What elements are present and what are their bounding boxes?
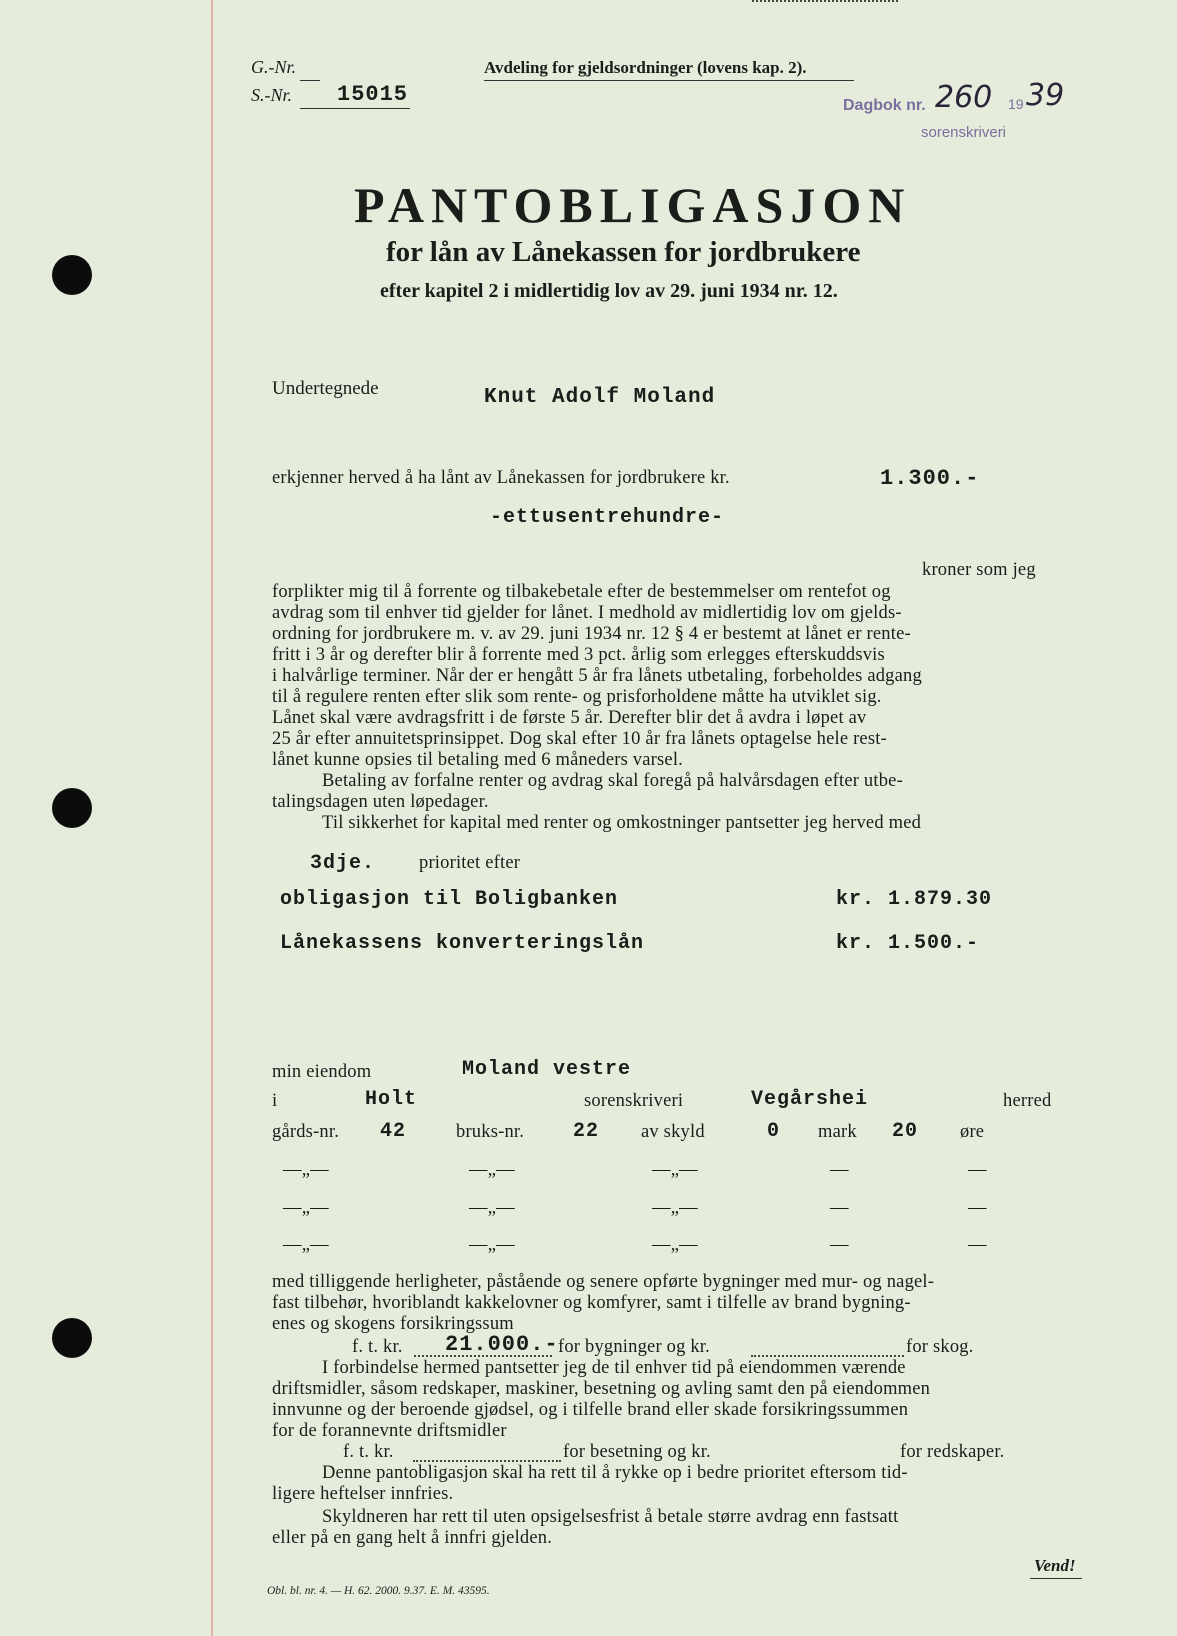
insurance2-ft-label: f. t. kr. [343, 1442, 394, 1462]
ditto-dash: — [968, 1198, 987, 1218]
priority-number: 3dje. [310, 852, 376, 875]
herred-label: herred [1003, 1091, 1052, 1111]
insurance-for-skog: for skog. [906, 1337, 974, 1357]
loan-amount-words: -ettusentrehundre- [490, 506, 725, 529]
insurance-forest-dotted [751, 1355, 904, 1357]
security-line: Til sikkerhet for kapital med renter og omkostninger pantsetter jeg herved med [322, 813, 922, 833]
vend-underline [1030, 1578, 1082, 1579]
final-line: eller på en gang helt å innfri gjelden. [272, 1528, 553, 1548]
skyld-label: av skyld [641, 1122, 705, 1142]
insurance2-besetning-dotted [413, 1460, 561, 1462]
g-nr-underline [300, 80, 320, 81]
property-name: Moland vestre [462, 1058, 632, 1081]
skyld-mark-value: 0 [767, 1120, 781, 1143]
vend-note: Vend! [1034, 1556, 1076, 1575]
gards-label: gårds-nr. [272, 1122, 340, 1142]
print-note: Obl. bl. nr. 4. — H. 62. 2000. 9.37. E. M. 43595. [267, 1585, 490, 1597]
closing-line: enes og skogens forsikringssum [272, 1314, 514, 1334]
priority-item-amount: kr. 1.879.30 [836, 888, 993, 911]
insurance2-redskaper-dotted [752, 0, 898, 2]
ditto-mark: —„— [469, 1235, 515, 1255]
property-label: min eiendom [272, 1062, 372, 1082]
terms-line: til å regulere renten efter slik som rente- og prisforholdene måtte ha utviklet sig. [272, 687, 882, 707]
margin-rule [211, 0, 213, 1636]
ditto-mark: —„— [283, 1198, 329, 1218]
priority-item-amount: kr. 1.500.- [836, 932, 980, 955]
terms-line: fritt i 3 år og derefter blir å forrente med 3 pct. årlig som erlegges efterskuddsvis [272, 645, 885, 665]
bruks-number: 22 [573, 1120, 600, 1143]
insurance-ft-label: f. t. kr. [352, 1337, 403, 1357]
property-i-label: i [272, 1091, 278, 1111]
terms-line: 25 år efter annuitetsprinsippet. Dog skal efter 10 år fra lånets optagelse hele rest- [272, 729, 887, 749]
document-title: PANTOBLIGASJON [354, 177, 912, 233]
document-subsubtitle: efter kapitel 2 i midlertidig lov av 29. juni 1934 nr. 12. [380, 280, 838, 302]
insurance-building-amount: 21.000.- [445, 1332, 559, 1357]
dagbok-number: 260 [935, 80, 993, 115]
ditto-mark: —„— [652, 1198, 698, 1218]
final-line: Denne pantobligasjon skal ha rett til å rykke op i bedre prioritet eftersom tid- [322, 1463, 908, 1483]
borrower-name: Knut Adolf Moland [484, 386, 716, 409]
ditto-dash: — [968, 1160, 987, 1180]
g-nr-label: G.-Nr. [251, 57, 297, 77]
s-nr-value: 15015 [337, 82, 409, 107]
borrower-label [272, 378, 379, 400]
terms-line: avdrag som til enhver tid gjelder for lånet. I medhold av midlertidig lov om gjelds- [272, 603, 902, 623]
bruks-label: bruks-nr. [456, 1122, 525, 1142]
final-line: Skyldneren har rett til uten opsigelsesfrist å betale større avdrag enn fastsatt [322, 1507, 899, 1527]
ditto-dash: — [830, 1160, 849, 1180]
dagbok-year-prefix: 19 [1008, 96, 1024, 112]
s-nr-label: S.-Nr. [251, 85, 293, 105]
punch-hole-bottom [52, 1318, 92, 1358]
ditto-mark: —„— [652, 1235, 698, 1255]
terms-line: ordning for jordbrukere m. v. av 29. juni 1934 nr. 12 § 4 er bestemt at lånet er rente- [272, 624, 911, 644]
punch-hole-top [52, 255, 92, 295]
operating-line: I forbindelse hermed pantsetter jeg de til enhver tid på eiendommen værende [322, 1358, 906, 1378]
loan-ack-text: erkjenner herved å ha lånt av Lånekassen for jordbrukere kr. [272, 468, 730, 488]
closing-line: med tilliggende herligheter, påstående og senere opførte bygninger med mur- og nagel- [272, 1272, 935, 1292]
ditto-mark: —„— [283, 1160, 329, 1180]
operating-line: driftsmidler, såsom redskaper, maskiner, besetning og avling samt den på eiendommen [272, 1379, 931, 1399]
s-nr-underline [300, 108, 410, 109]
office-stamp: sorenskriveri [921, 124, 1007, 141]
priority-label: prioritet efter [419, 853, 521, 873]
property-place: Holt [365, 1088, 418, 1111]
department-underline [484, 80, 854, 81]
ditto-mark: —„— [652, 1160, 698, 1180]
terms-line: i halvårlige terminer. Når der er hengått 5 år fra lånets utbetaling, forbeholdes adgang [272, 666, 922, 686]
skyld-ore-value: 20 [892, 1120, 919, 1143]
operating-line: innvunne og der beroende gjødsel, og i tilfelle brand eller skade forsikringssummen [272, 1400, 909, 1420]
kroner-text: kroner som jeg [922, 560, 1036, 580]
ditto-mark: —„— [469, 1160, 515, 1180]
gards-number: 42 [380, 1120, 407, 1143]
mark-label: mark [818, 1122, 857, 1142]
ditto-mark: —„— [469, 1198, 515, 1218]
terms-line: forplikter mig til å forrente og tilbakebetale efter de bestemmelser om rentefot og [272, 582, 891, 602]
loan-amount: 1.300.- [880, 466, 980, 491]
closing-line: fast tilbehør, hvoriblandt kakkelovner og komfyrer, samt i tilfelle av brand bygning- [272, 1293, 911, 1313]
priority-item-desc: Lånekassens konverteringslån [280, 932, 645, 955]
department-heading: Avdeling for gjeldsordninger (lovens kap. 2). [484, 58, 807, 77]
insurance2-for-besetning: for besetning og kr. [563, 1442, 711, 1462]
insurance-for-bygninger: for bygninger og kr. [558, 1337, 710, 1357]
operating-line: for de forannevnte driftsmidler [272, 1421, 507, 1441]
dagbok-stamp: Dagbok nr. [843, 97, 926, 114]
document-subtitle: for lån av Lånekassen for jordbrukere [386, 236, 861, 268]
terms-line: Lånet skal være avdragsfritt i de første 5 år. Derefter blir det å avdra i løpet av [272, 708, 867, 728]
priority-item-desc: obligasjon til Boligbanken [280, 888, 619, 911]
payment-line: Betaling av forfalne renter og avdrag skal foregå på halvårsdagen efter utbe- [322, 771, 903, 791]
final-line: ligere heftelser innfries. [272, 1484, 454, 1504]
ditto-dash: — [830, 1235, 849, 1255]
ditto-mark: —„— [283, 1235, 329, 1255]
terms-line: lånet kunne opsies til betaling med 6 måneders varsel. [272, 750, 684, 770]
insurance2-for-redskaper: for redskaper. [900, 1442, 1005, 1462]
property-district: Vegårshei [751, 1088, 869, 1111]
borrower-label-text: Undertegnede [272, 378, 379, 399]
payment-line: talingsdagen uten løpedager. [272, 792, 489, 812]
punch-hole-middle [52, 788, 92, 828]
dagbok-year: 39 [1026, 78, 1065, 113]
ditto-dash: — [968, 1235, 987, 1255]
ditto-dash: — [830, 1198, 849, 1218]
ore-label: øre [960, 1122, 985, 1142]
sorenskriveri-label: sorenskriveri [584, 1091, 684, 1111]
